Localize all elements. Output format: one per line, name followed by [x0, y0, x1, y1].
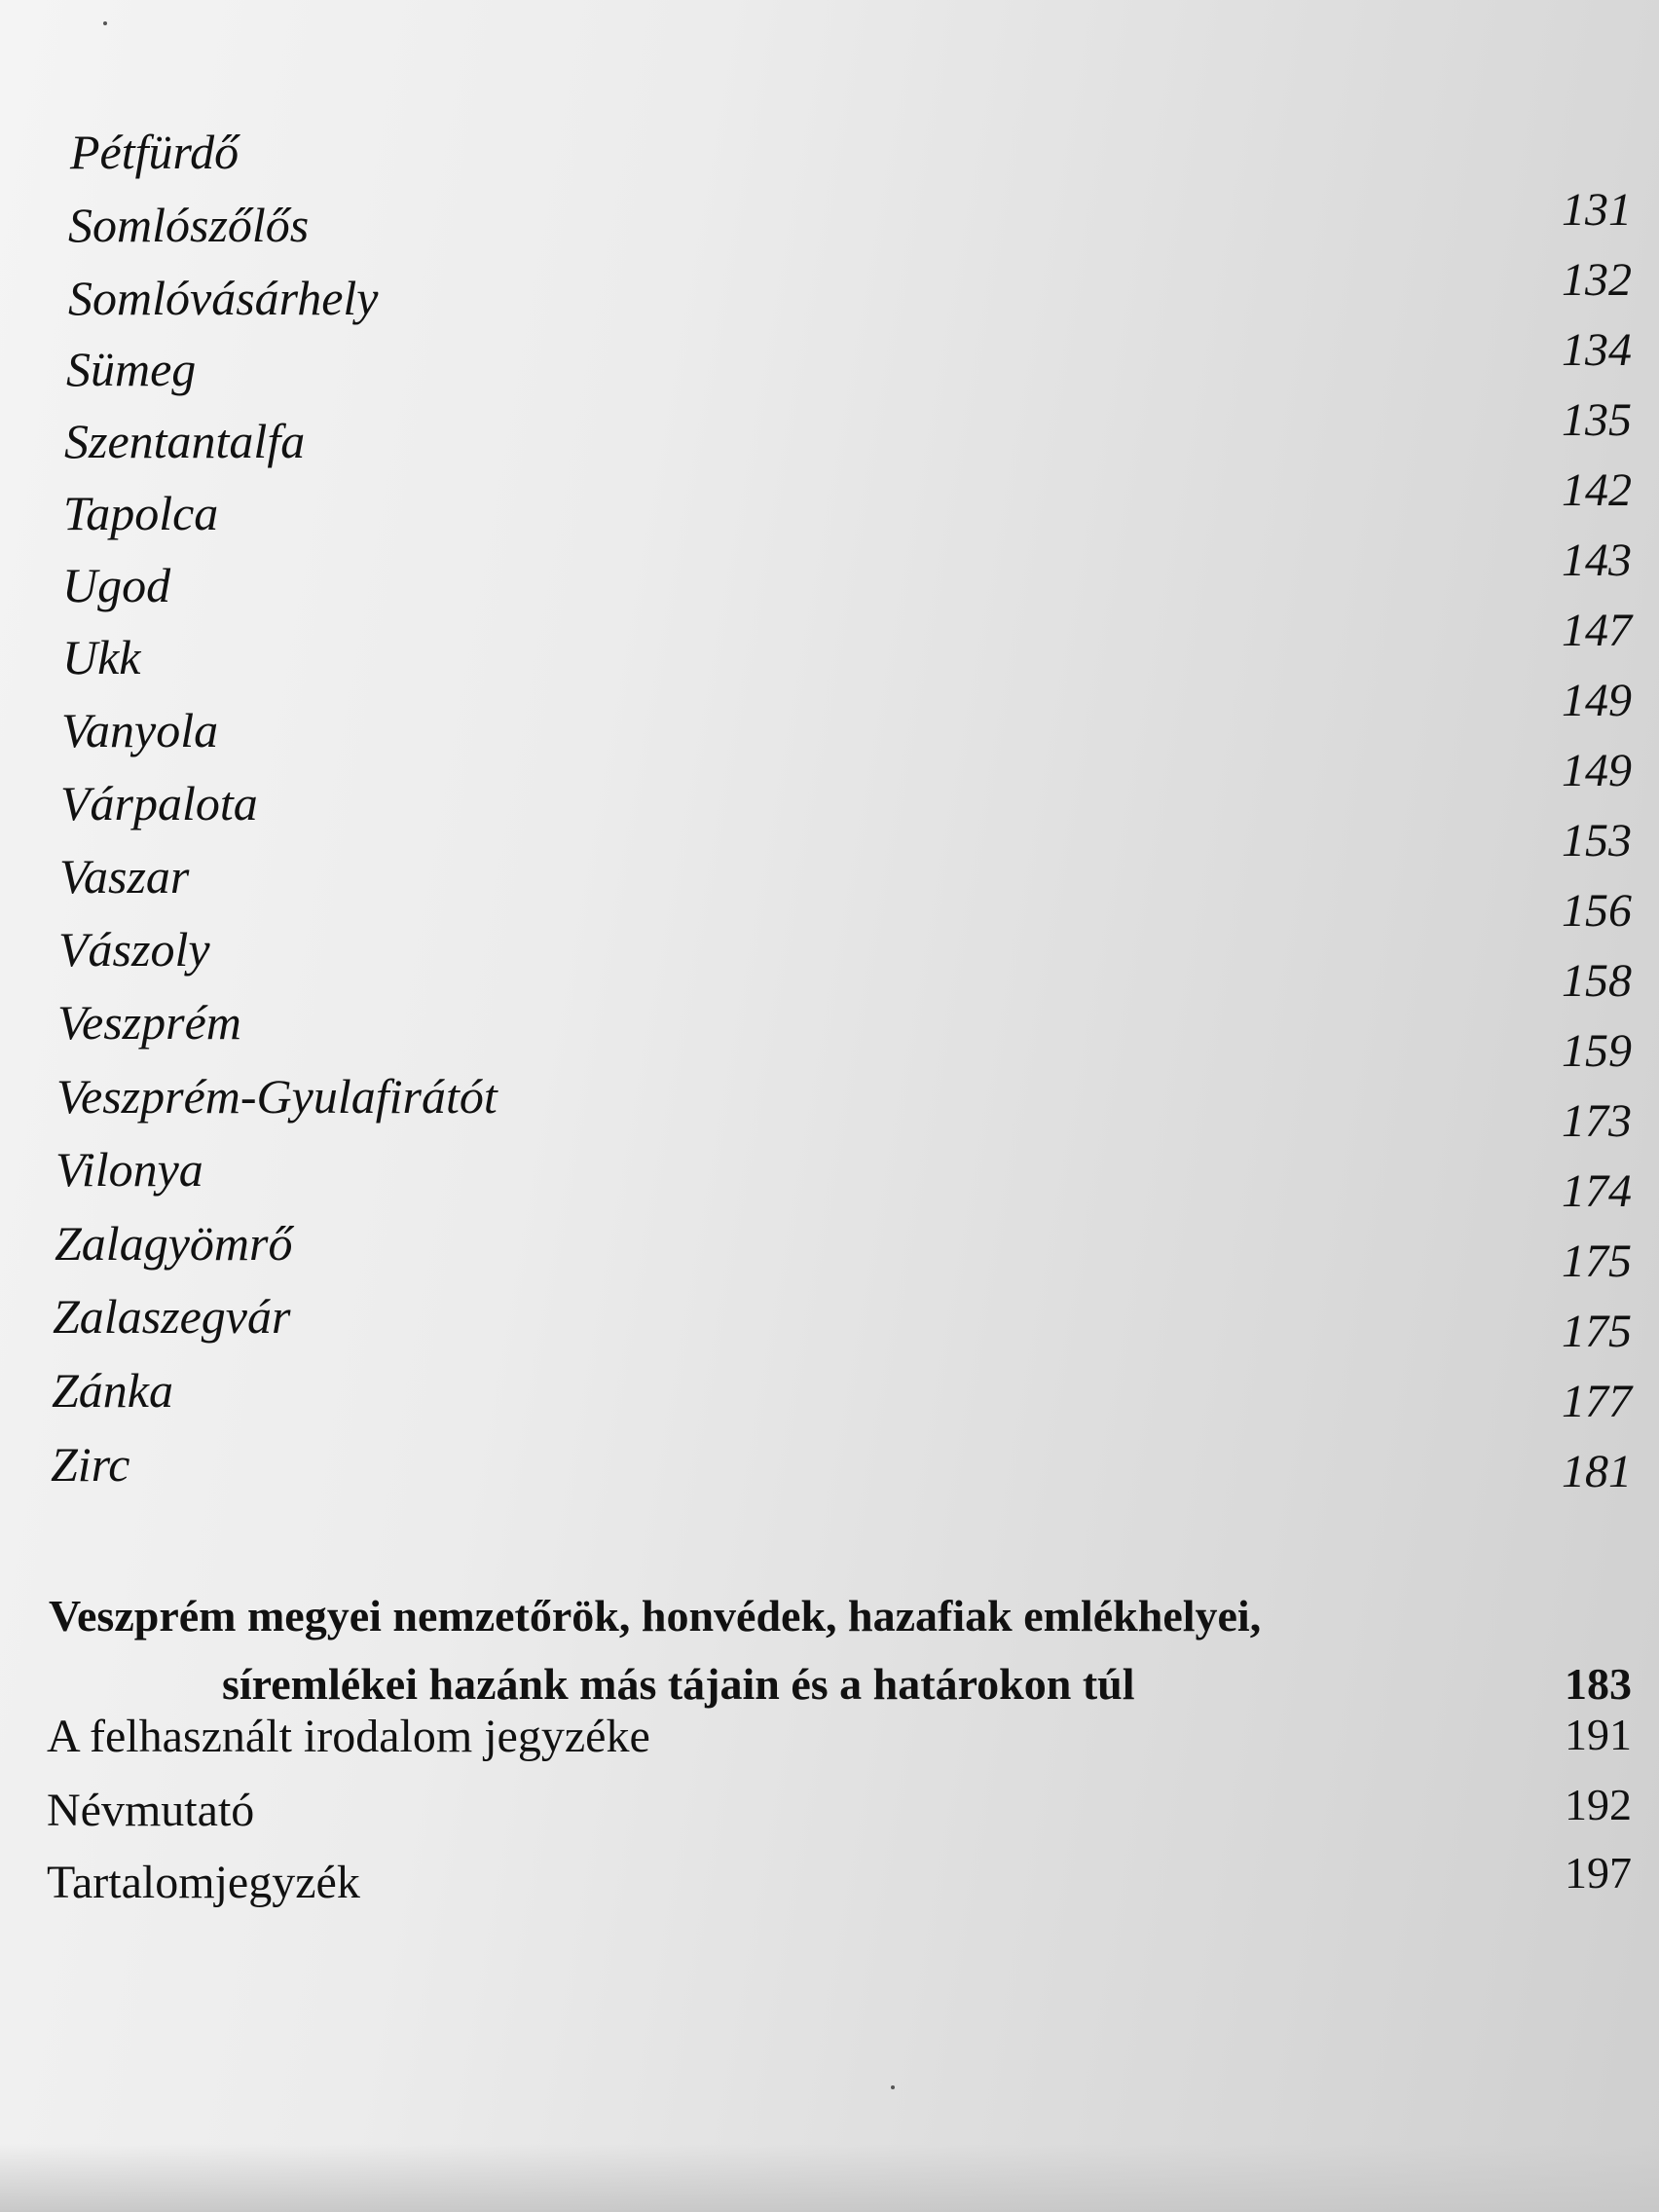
- toc-entry-page: 181: [1562, 1446, 1632, 1497]
- toc-backmatter-page: 197: [1565, 1848, 1632, 1898]
- toc-entry-title: Veszprém: [57, 995, 241, 1050]
- toc-entry-title: Vilonya: [55, 1142, 203, 1197]
- toc-entry-page: 174: [1562, 1165, 1632, 1217]
- toc-entry-page: 142: [1562, 464, 1632, 516]
- toc-entry-title: Pétfürdő: [70, 125, 240, 179]
- toc-entry-title: Somlóvásárhely: [68, 271, 379, 325]
- toc-entry-page: 143: [1562, 535, 1632, 586]
- toc-entry-title: Vászoly: [58, 922, 210, 977]
- toc-entry-page: 158: [1562, 955, 1632, 1007]
- toc-entry-page: 175: [1562, 1235, 1632, 1287]
- toc-entry-title: Sümeg: [66, 342, 197, 396]
- toc-entry-title: Zalagyömrő: [55, 1216, 293, 1271]
- toc-entry-page: 135: [1562, 394, 1632, 446]
- toc-entry-page: 147: [1562, 605, 1632, 656]
- toc-section-title-line1: Veszprém megyei nemzetőrök, honvédek, hazafiak emlékhelyei,: [49, 1591, 1262, 1641]
- toc-entry-page: 149: [1562, 745, 1632, 796]
- toc-entry-title: Veszprém-Gyulafirátót: [56, 1069, 498, 1124]
- toc-entry-title: Várpalota: [60, 776, 258, 830]
- toc-entry-page: 173: [1562, 1095, 1632, 1147]
- toc-entry-title: Zalaszegvár: [53, 1289, 291, 1344]
- toc-backmatter-page: 192: [1565, 1780, 1632, 1829]
- toc-backmatter-title: A felhasznált irodalom jegyzéke: [47, 1711, 650, 1762]
- toc-entry-title: Vaszar: [59, 849, 190, 903]
- toc-entry-title: Ugod: [62, 558, 171, 612]
- toc-entry-title: Zirc: [51, 1437, 130, 1492]
- toc-backmatter-title: Névmutató: [47, 1785, 255, 1836]
- toc-entry-title: Zánka: [52, 1363, 173, 1418]
- toc-section-title-line2: síremlékei hazánk más tájain és a határokon túl: [222, 1659, 1135, 1709]
- toc-entry-page: 134: [1562, 324, 1632, 376]
- toc-entry-title: Vanyola: [61, 703, 219, 757]
- toc-entry-title: Tapolca: [63, 486, 219, 540]
- toc-backmatter-page: 191: [1565, 1710, 1632, 1759]
- toc-backmatter-title: Tartalomjegyzék: [47, 1857, 360, 1908]
- toc-entry-page: 175: [1562, 1306, 1632, 1357]
- page-bottom-edge: [0, 2144, 1659, 2212]
- toc-entry-page: 132: [1562, 254, 1632, 306]
- toc-entry-page: 153: [1562, 815, 1632, 866]
- toc-section-page: 183: [1565, 1659, 1632, 1709]
- toc-entry-page: 156: [1562, 885, 1632, 937]
- toc-entry-title: Szentantalfa: [64, 414, 306, 468]
- toc-entry-page: 177: [1562, 1376, 1632, 1427]
- toc-entry-page: 131: [1562, 184, 1632, 236]
- toc-entry-page: 159: [1562, 1025, 1632, 1077]
- toc-entry-title: Ukk: [62, 630, 141, 684]
- speck: [103, 21, 107, 25]
- toc-entry-title: Somlószőlős: [68, 198, 310, 252]
- speck: [891, 2085, 895, 2089]
- toc-entry-page: 149: [1562, 675, 1632, 726]
